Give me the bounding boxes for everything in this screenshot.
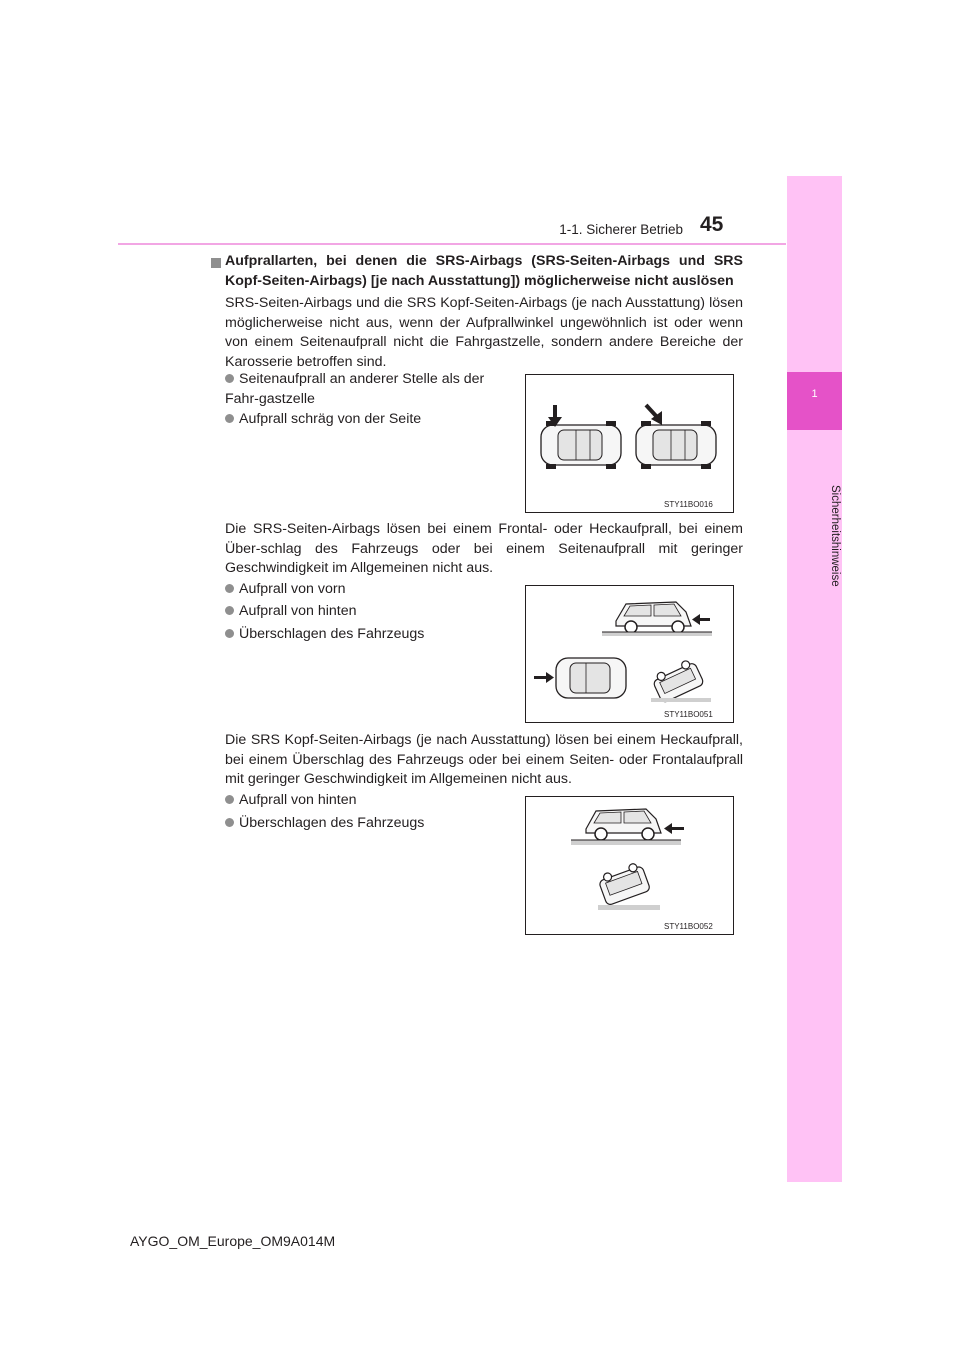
front-rear-rollover-illustration [526, 586, 733, 722]
bullet-item: Überschlagen des Fahrzeugs [225, 814, 515, 834]
ground-line [598, 905, 660, 910]
page-number: 45 [700, 213, 724, 236]
figure-code: STY11BO016 [664, 500, 713, 509]
bullet-item: Aufprall von vorn [225, 580, 515, 600]
bullet-item: Aufprall von hinten [225, 602, 515, 622]
car-topview-icon [556, 658, 626, 698]
arrow-left-icon [664, 823, 684, 834]
figure-front-rear-rollover [525, 585, 734, 723]
heading-square-icon [211, 258, 221, 268]
ground-line [602, 632, 712, 636]
bullet-item: Aufprall von hinten [225, 791, 515, 811]
side-tab-number-box [787, 372, 842, 430]
side-tab-label: Sicherheitshinweise [829, 485, 841, 587]
intro-paragraph: SRS-Seiten-Airbags und die SRS Kopf-Seiten-Airbags (je nach Ausstattung) lösen möglicherweise nicht aus, wenn der Aufprallwinkel ungewöhnlich ist oder wenn von einem Seitenaufprall nicht die Fahrgastzelle, sondern andere Bereiche der Karosserie betroffen sind. [225, 295, 743, 370]
bullet-dot-icon [225, 414, 234, 423]
car-topview-icon [636, 421, 716, 469]
rear-rollover-illustration [526, 797, 733, 934]
bullet-dot-icon [225, 629, 234, 638]
bullet-item: Überschlagen des Fahrzeugs [225, 625, 515, 645]
bullet-dot-icon [225, 374, 234, 383]
ground-line [651, 698, 711, 702]
bullet-dot-icon [225, 606, 234, 615]
ground-line [571, 840, 681, 845]
bullet-item: Seitenaufprall an anderer Stelle als der Fahr-gastzelle [225, 371, 485, 407]
rollover-car-icon [597, 861, 651, 906]
side-tab [787, 176, 842, 1182]
paragraph: Die SRS Kopf-Seiten-Airbags (je nach Ausstattung) lösen bei einem Heckaufprall, bei einem Überschlag des Fahrzeugs oder bei einem Seiten- oder Frontalaufprall mit geringer Geschwindigkeit im Allgemeinen nicht aus. [225, 732, 743, 788]
figure-code: STY11BO052 [664, 922, 713, 931]
rollover-car-icon [650, 658, 704, 704]
paragraph: Die SRS-Seiten-Airbags lösen bei einem Frontal- oder Heckaufprall, bei einem Über-schlag des Fahrzeugs oder bei einem Seitenaufprall mit geringer Geschwindigkeit im Allgemeinen nicht aus. [225, 521, 743, 577]
car-sideview-icon [586, 809, 661, 840]
section-heading: Aufprallarten, bei denen die SRS-Airbags (SRS-Seiten-Airbags und SRS Kopf-Seiten-Airbags) [je nach Ausstattung]) möglicherweise nicht auslösen [225, 253, 743, 289]
figure-code: STY11BO051 [664, 710, 713, 719]
figure-side-impact [525, 374, 734, 513]
arrow-left-icon [692, 614, 710, 625]
side-tab-number: 1 [811, 388, 818, 400]
bullet-dot-icon [225, 584, 234, 593]
bullet-item: Aufprall schräg von der Seite [225, 410, 515, 430]
header-divider [118, 243, 786, 245]
bullet-dot-icon [225, 795, 234, 804]
bullet-dot-icon [225, 818, 234, 827]
figure-rear-rollover [525, 796, 734, 935]
header-section: 1-1. Sicherer Betrieb [559, 222, 683, 237]
arrow-right-icon [534, 672, 554, 683]
footer-doc-id: AYGO_OM_Europe_OM9A014M [130, 1233, 336, 1249]
car-sideview-icon [616, 602, 691, 633]
car-topview-icon [541, 421, 621, 469]
side-impact-illustration [526, 375, 733, 512]
